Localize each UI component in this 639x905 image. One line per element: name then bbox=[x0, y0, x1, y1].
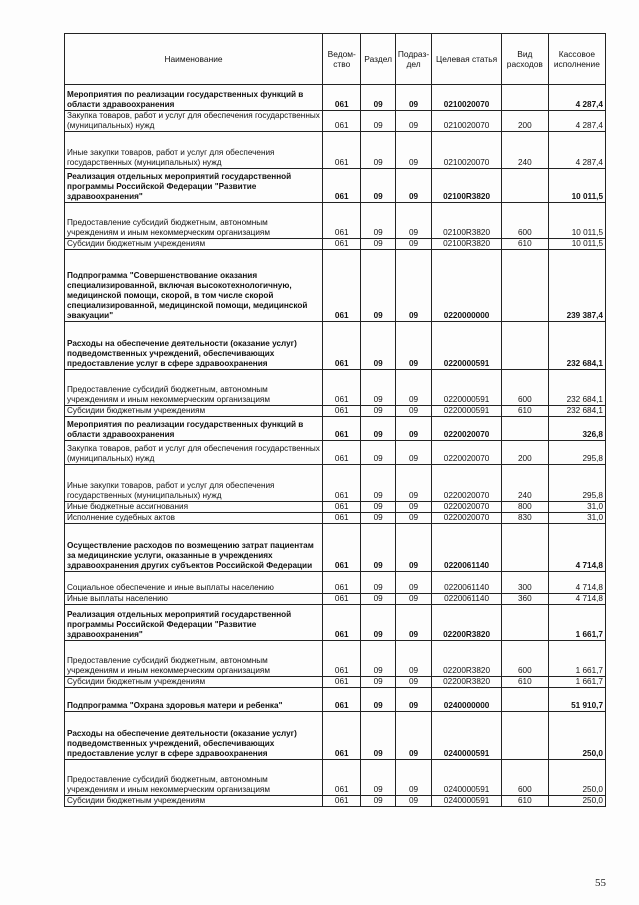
row-razdel: 09 bbox=[361, 677, 395, 688]
table-row bbox=[65, 85, 606, 111]
row-razdel: 09 bbox=[361, 441, 395, 465]
row-vid bbox=[501, 712, 548, 760]
row-target: 0220020070 bbox=[432, 513, 502, 524]
row-name: Социальное обеспечение и иные выплаты населению bbox=[65, 572, 323, 594]
row-vedomstvo: 061 bbox=[323, 85, 361, 111]
row-target: 0220000591 bbox=[432, 370, 502, 406]
row-vedomstvo: 061 bbox=[323, 605, 361, 641]
row-target: 0220020070 bbox=[432, 441, 502, 465]
row-amount: 1 661,7 bbox=[548, 605, 605, 641]
row-name: Предоставление субсидий бюджетным, автономным учреждениям и иным некоммерческим организациям bbox=[65, 203, 323, 239]
row-vedomstvo: 061 bbox=[323, 641, 361, 677]
table-row bbox=[65, 796, 606, 807]
row-podrazdel: 09 bbox=[395, 169, 431, 203]
row-target: 0240000591 bbox=[432, 712, 502, 760]
row-name: Расходы на обеспечение деятельности (оказание услуг) подведомственных учреждений, обеспечивающих предоставление услуг в сфере здравоохранения bbox=[65, 322, 323, 370]
row-name: Закупка товаров, работ и услуг для обеспечения государственных (муниципальных) нужд bbox=[65, 441, 323, 465]
row-vid: 600 bbox=[501, 760, 548, 796]
header-target: Целевая статья bbox=[432, 34, 502, 85]
row-target: 0240000591 bbox=[432, 760, 502, 796]
row-vid: 800 bbox=[501, 502, 548, 513]
row-podrazdel: 09 bbox=[395, 132, 431, 169]
row-vedomstvo: 061 bbox=[323, 441, 361, 465]
row-name: Мероприятия по реализации государственных функций в области здравоохранения bbox=[65, 85, 323, 111]
row-vedomstvo: 061 bbox=[323, 239, 361, 250]
row-amount: 10 011,5 bbox=[548, 203, 605, 239]
row-amount: 10 011,5 bbox=[548, 239, 605, 250]
table-row bbox=[65, 441, 606, 465]
row-vid: 600 bbox=[501, 641, 548, 677]
row-razdel: 09 bbox=[361, 239, 395, 250]
row-target: 0220061140 bbox=[432, 594, 502, 605]
row-razdel: 09 bbox=[361, 641, 395, 677]
row-vedomstvo: 061 bbox=[323, 688, 361, 712]
row-target: 02100R3820 bbox=[432, 239, 502, 250]
row-vedomstvo: 061 bbox=[323, 677, 361, 688]
row-vid: 610 bbox=[501, 239, 548, 250]
row-amount: 1 661,7 bbox=[548, 677, 605, 688]
row-podrazdel: 09 bbox=[395, 605, 431, 641]
table-row bbox=[65, 250, 606, 322]
row-vid: 300 bbox=[501, 572, 548, 594]
row-vedomstvo: 061 bbox=[323, 594, 361, 605]
table-row bbox=[65, 712, 606, 760]
row-podrazdel: 09 bbox=[395, 250, 431, 322]
table-row bbox=[65, 417, 606, 441]
row-vedomstvo: 061 bbox=[323, 169, 361, 203]
header-podrazdel: Подраз-дел bbox=[395, 34, 431, 85]
row-name: Реализация отдельных мероприятий государственной программы Российской Федерации "Развитие здравоохранения" bbox=[65, 169, 323, 203]
table-row bbox=[65, 760, 606, 796]
row-razdel: 09 bbox=[361, 502, 395, 513]
row-vedomstvo: 061 bbox=[323, 111, 361, 132]
row-vid: 360 bbox=[501, 594, 548, 605]
row-vedomstvo: 061 bbox=[323, 760, 361, 796]
row-amount: 4 714,8 bbox=[548, 524, 605, 572]
row-podrazdel: 09 bbox=[395, 760, 431, 796]
table-row bbox=[65, 169, 606, 203]
row-target: 0220000591 bbox=[432, 406, 502, 417]
row-amount: 232 684,1 bbox=[548, 322, 605, 370]
row-amount: 51 910,7 bbox=[548, 688, 605, 712]
row-vid: 610 bbox=[501, 677, 548, 688]
table-row bbox=[65, 322, 606, 370]
row-amount: 239 387,4 bbox=[548, 250, 605, 322]
row-target: 0220020070 bbox=[432, 417, 502, 441]
row-amount: 31,0 bbox=[548, 513, 605, 524]
row-razdel: 09 bbox=[361, 322, 395, 370]
row-target: 0240000000 bbox=[432, 688, 502, 712]
row-name: Подпрограмма "Совершенствование оказания специализированной, включая высокотехнологичную, медицинской помощи, скорой, в том числе скорой специализированной, медицинской помощи, медицинской эвакуации" bbox=[65, 250, 323, 322]
row-razdel: 09 bbox=[361, 132, 395, 169]
row-name: Субсидии бюджетным учреждениям bbox=[65, 677, 323, 688]
row-name: Иные закупки товаров, работ и услуг для обеспечения государственных (муниципальных) нужд bbox=[65, 465, 323, 502]
row-podrazdel: 09 bbox=[395, 406, 431, 417]
row-podrazdel: 09 bbox=[395, 641, 431, 677]
row-podrazdel: 09 bbox=[395, 513, 431, 524]
row-target: 0220000000 bbox=[432, 250, 502, 322]
row-razdel: 09 bbox=[361, 250, 395, 322]
header-amount: Кассовое исполнение bbox=[548, 34, 605, 85]
row-amount: 326,8 bbox=[548, 417, 605, 441]
row-name: Предоставление субсидий бюджетным, автономным учреждениям и иным некоммерческим организациям bbox=[65, 370, 323, 406]
header-vedomstvo: Ведом-ство bbox=[323, 34, 361, 85]
table-row bbox=[65, 111, 606, 132]
row-name: Иные бюджетные ассигнования bbox=[65, 502, 323, 513]
row-vedomstvo: 061 bbox=[323, 203, 361, 239]
row-vid: 200 bbox=[501, 111, 548, 132]
row-amount: 295,8 bbox=[548, 465, 605, 502]
table-row bbox=[65, 406, 606, 417]
table-row bbox=[65, 572, 606, 594]
row-amount: 250,0 bbox=[548, 712, 605, 760]
table-header-row bbox=[65, 34, 606, 85]
row-razdel: 09 bbox=[361, 712, 395, 760]
row-podrazdel: 09 bbox=[395, 441, 431, 465]
row-razdel: 09 bbox=[361, 594, 395, 605]
row-razdel: 09 bbox=[361, 572, 395, 594]
row-razdel: 09 bbox=[361, 524, 395, 572]
row-podrazdel: 09 bbox=[395, 524, 431, 572]
row-razdel: 09 bbox=[361, 85, 395, 111]
row-podrazdel: 09 bbox=[395, 370, 431, 406]
row-vedomstvo: 061 bbox=[323, 513, 361, 524]
row-vedomstvo: 061 bbox=[323, 370, 361, 406]
row-name: Иные закупки товаров, работ и услуг для обеспечения государственных (муниципальных) нужд bbox=[65, 132, 323, 169]
row-vid bbox=[501, 250, 548, 322]
row-razdel: 09 bbox=[361, 605, 395, 641]
row-vedomstvo: 061 bbox=[323, 572, 361, 594]
row-razdel: 09 bbox=[361, 370, 395, 406]
row-name: Предоставление субсидий бюджетным, автономным учреждениям и иным некоммерческим организациям bbox=[65, 760, 323, 796]
row-amount: 232 684,1 bbox=[548, 370, 605, 406]
row-vid bbox=[501, 417, 548, 441]
row-podrazdel: 09 bbox=[395, 712, 431, 760]
row-amount: 4 287,4 bbox=[548, 132, 605, 169]
row-vedomstvo: 061 bbox=[323, 406, 361, 417]
row-amount: 295,8 bbox=[548, 441, 605, 465]
row-amount: 4 287,4 bbox=[548, 111, 605, 132]
row-target: 0220020070 bbox=[432, 465, 502, 502]
row-vedomstvo: 061 bbox=[323, 465, 361, 502]
table-row bbox=[65, 524, 606, 572]
row-name: Подпрограмма "Охрана здоровья матери и ребенка" bbox=[65, 688, 323, 712]
row-name: Реализация отдельных мероприятий государственной программы Российской Федерации "Развитие здравоохранения" bbox=[65, 605, 323, 641]
row-razdel: 09 bbox=[361, 169, 395, 203]
row-podrazdel: 09 bbox=[395, 594, 431, 605]
row-vedomstvo: 061 bbox=[323, 322, 361, 370]
table-row bbox=[65, 677, 606, 688]
row-name: Расходы на обеспечение деятельности (оказание услуг) подведомственных учреждений, обеспечивающих предоставление услуг в сфере здравоохранения bbox=[65, 712, 323, 760]
row-podrazdel: 09 bbox=[395, 465, 431, 502]
header-name: Наименование bbox=[65, 34, 323, 85]
table-row bbox=[65, 594, 606, 605]
row-target: 0220061140 bbox=[432, 572, 502, 594]
table-row bbox=[65, 203, 606, 239]
table-row bbox=[65, 239, 606, 250]
row-target: 02200R3820 bbox=[432, 677, 502, 688]
row-podrazdel: 09 bbox=[395, 796, 431, 807]
row-razdel: 09 bbox=[361, 111, 395, 132]
row-target: 0240000591 bbox=[432, 796, 502, 807]
row-amount: 4 714,8 bbox=[548, 594, 605, 605]
row-target: 02100R3820 bbox=[432, 203, 502, 239]
row-amount: 4 287,4 bbox=[548, 85, 605, 111]
row-podrazdel: 09 bbox=[395, 111, 431, 132]
row-name: Мероприятия по реализации государственных функций в области здравоохранения bbox=[65, 417, 323, 441]
row-vid bbox=[501, 85, 548, 111]
row-vid bbox=[501, 605, 548, 641]
row-razdel: 09 bbox=[361, 688, 395, 712]
row-amount: 250,0 bbox=[548, 796, 605, 807]
row-podrazdel: 09 bbox=[395, 677, 431, 688]
row-name: Субсидии бюджетным учреждениям bbox=[65, 406, 323, 417]
row-vid: 610 bbox=[501, 796, 548, 807]
row-vedomstvo: 061 bbox=[323, 502, 361, 513]
row-name: Субсидии бюджетным учреждениям bbox=[65, 796, 323, 807]
table-row bbox=[65, 688, 606, 712]
table-row bbox=[65, 605, 606, 641]
row-vedomstvo: 061 bbox=[323, 524, 361, 572]
row-amount: 1 661,7 bbox=[548, 641, 605, 677]
row-name: Осуществление расходов по возмещению затрат пациентам за медицинские услуги, оказанные в учреждениях здравоохранения других субъектов Российской Федерации bbox=[65, 524, 323, 572]
row-vedomstvo: 061 bbox=[323, 712, 361, 760]
row-razdel: 09 bbox=[361, 203, 395, 239]
row-vid: 610 bbox=[501, 406, 548, 417]
row-name: Закупка товаров, работ и услуг для обеспечения государственных (муниципальных) нужд bbox=[65, 111, 323, 132]
row-name: Исполнение судебных актов bbox=[65, 513, 323, 524]
row-amount: 31,0 bbox=[548, 502, 605, 513]
row-vid bbox=[501, 322, 548, 370]
table-row bbox=[65, 641, 606, 677]
row-target: 0220000591 bbox=[432, 322, 502, 370]
row-target: 02200R3820 bbox=[432, 641, 502, 677]
row-amount: 232 684,1 bbox=[548, 406, 605, 417]
header-vid: Вид расходов bbox=[501, 34, 548, 85]
page-number: 55 bbox=[595, 877, 606, 889]
row-target: 0210020070 bbox=[432, 85, 502, 111]
row-vedomstvo: 061 bbox=[323, 250, 361, 322]
row-vedomstvo: 061 bbox=[323, 132, 361, 169]
table-row bbox=[65, 370, 606, 406]
row-amount: 4 714,8 bbox=[548, 572, 605, 594]
header-razdel: Раздел bbox=[361, 34, 395, 85]
row-podrazdel: 09 bbox=[395, 239, 431, 250]
row-target: 0210020070 bbox=[432, 111, 502, 132]
row-podrazdel: 09 bbox=[395, 502, 431, 513]
row-vid: 240 bbox=[501, 132, 548, 169]
row-podrazdel: 09 bbox=[395, 85, 431, 111]
row-razdel: 09 bbox=[361, 417, 395, 441]
row-target: 02200R3820 bbox=[432, 605, 502, 641]
row-razdel: 09 bbox=[361, 406, 395, 417]
row-target: 02100R3820 bbox=[432, 169, 502, 203]
row-vid: 200 bbox=[501, 441, 548, 465]
row-name: Предоставление субсидий бюджетным, автономным учреждениям и иным некоммерческим организациям bbox=[65, 641, 323, 677]
table-row bbox=[65, 513, 606, 524]
table-row bbox=[65, 465, 606, 502]
row-name: Иные выплаты населению bbox=[65, 594, 323, 605]
row-vedomstvo: 061 bbox=[323, 417, 361, 441]
row-vid: 830 bbox=[501, 513, 548, 524]
row-razdel: 09 bbox=[361, 465, 395, 502]
row-razdel: 09 bbox=[361, 513, 395, 524]
row-vid bbox=[501, 169, 548, 203]
row-name: Субсидии бюджетным учреждениям bbox=[65, 239, 323, 250]
row-podrazdel: 09 bbox=[395, 203, 431, 239]
table-body bbox=[65, 85, 606, 807]
budget-execution-table bbox=[64, 33, 606, 807]
row-vid: 600 bbox=[501, 370, 548, 406]
row-vid: 240 bbox=[501, 465, 548, 502]
row-vid bbox=[501, 688, 548, 712]
row-target: 0210020070 bbox=[432, 132, 502, 169]
row-target: 0220020070 bbox=[432, 502, 502, 513]
row-podrazdel: 09 bbox=[395, 572, 431, 594]
row-podrazdel: 09 bbox=[395, 688, 431, 712]
table-row bbox=[65, 132, 606, 169]
row-vid bbox=[501, 524, 548, 572]
table-row bbox=[65, 502, 606, 513]
row-vid: 600 bbox=[501, 203, 548, 239]
row-razdel: 09 bbox=[361, 796, 395, 807]
row-podrazdel: 09 bbox=[395, 322, 431, 370]
row-podrazdel: 09 bbox=[395, 417, 431, 441]
row-amount: 10 011,5 bbox=[548, 169, 605, 203]
row-razdel: 09 bbox=[361, 760, 395, 796]
row-amount: 250,0 bbox=[548, 760, 605, 796]
row-vedomstvo: 061 bbox=[323, 796, 361, 807]
row-target: 0220061140 bbox=[432, 524, 502, 572]
